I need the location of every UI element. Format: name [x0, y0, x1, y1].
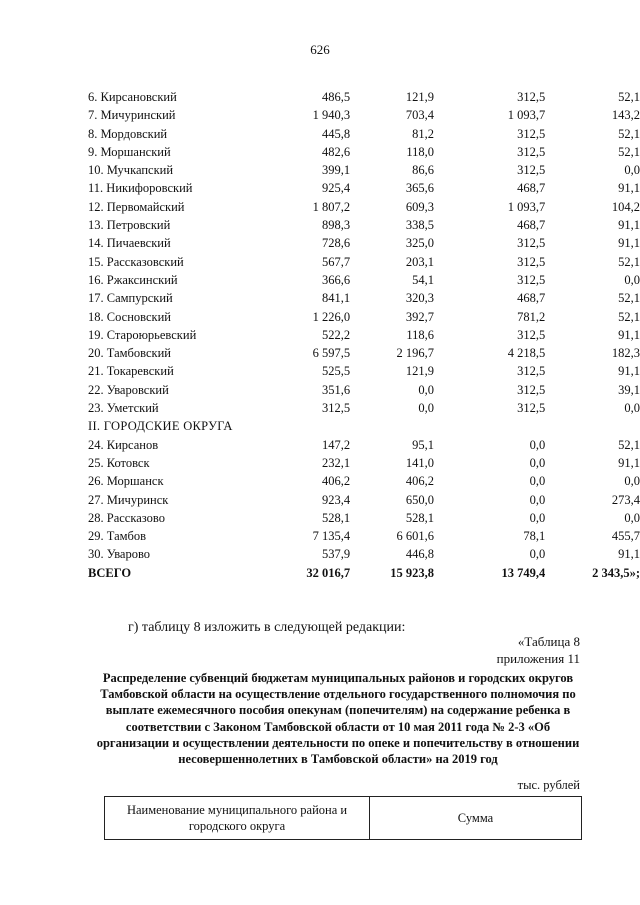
row-value-4: 52,1 — [618, 309, 640, 324]
row-value-4: 52,1 — [618, 144, 640, 159]
total-row — [88, 564, 640, 582]
row-name: 9. Моршанский — [88, 144, 171, 159]
row-value-3: 468,7 — [517, 291, 546, 306]
table-row — [88, 88, 640, 106]
row-value-4: 0,0 — [624, 163, 640, 178]
row-value-1: 399,1 — [321, 163, 351, 178]
row-name: 18. Сосновский — [88, 309, 171, 324]
row-value-3: 312,5 — [517, 126, 546, 141]
row-value-2: 0,0 — [418, 401, 434, 416]
row-value-4: 0,0 — [624, 272, 640, 287]
row-value-4: 0,0 — [624, 401, 640, 416]
row-value-1: 537,9 — [321, 547, 351, 562]
row-value-4: 0,0 — [624, 510, 640, 525]
row-value-1: 366,6 — [321, 272, 351, 287]
row-name: 30. Уварово — [88, 547, 151, 562]
row-name: 24. Кирсанов — [88, 437, 159, 452]
row-value-2: 703,4 — [405, 108, 434, 123]
row-value-3: 312,5 — [517, 163, 546, 178]
row-value-4: 91,1 — [618, 218, 640, 233]
row-name: 13. Петровский — [88, 218, 171, 233]
row-value-1: 567,7 — [321, 254, 351, 269]
row-name: 23. Уметский — [88, 401, 159, 416]
table-row — [88, 326, 640, 344]
row-name: 17. Сампурский — [88, 291, 173, 306]
table-row — [88, 198, 640, 216]
total-label: ВСЕГО — [88, 565, 132, 580]
row-value-3: 312,5 — [517, 90, 546, 104]
row-value-3: 312,5 — [517, 327, 546, 342]
header-row — [105, 797, 582, 840]
row-value-1: 841,1 — [321, 291, 351, 306]
row-value-1: 522,2 — [321, 327, 351, 342]
row-value-1: 406,2 — [321, 474, 351, 489]
row-value-1: 525,5 — [321, 364, 351, 379]
row-value-3: 312,5 — [517, 382, 546, 397]
table-reference — [460, 633, 580, 667]
row-name: 7. Мичуринский — [88, 108, 176, 123]
total-value-1: 32 016,7 — [306, 565, 351, 580]
row-value-2: 650,0 — [405, 492, 434, 507]
row-name: 12. Первомайский — [88, 199, 185, 214]
new-table-header — [104, 796, 582, 840]
row-value-2: 81,2 — [412, 126, 434, 141]
row-value-3: 781,2 — [517, 309, 546, 324]
row-value-1: 7 135,4 — [312, 529, 351, 544]
row-name: 16. Ржаксинский — [88, 272, 178, 287]
total-value-2: 15 923,8 — [390, 565, 434, 580]
row-value-3: 468,7 — [517, 181, 546, 196]
table-row — [88, 271, 640, 289]
row-value-2: 203,1 — [405, 254, 434, 269]
row-name: 20. Тамбовский — [88, 346, 171, 361]
row-value-2: 446,8 — [405, 547, 434, 562]
subvention-table — [88, 88, 640, 582]
row-value-4: 39,1 — [618, 382, 640, 397]
row-value-4: 91,1 — [618, 236, 640, 251]
row-value-1: 147,2 — [321, 437, 351, 452]
page-number: 626 — [310, 42, 330, 57]
header-cell-sum: Сумма — [370, 797, 582, 840]
table-row — [88, 545, 640, 563]
table-row — [88, 253, 640, 271]
row-value-1: 528,1 — [321, 510, 351, 525]
row-value-4: 52,1 — [618, 90, 640, 104]
row-value-3: 4 218,5 — [507, 346, 546, 361]
row-value-3: 0,0 — [529, 455, 546, 470]
row-value-1: 482,6 — [321, 144, 351, 159]
instruction-text: г) таблицу 8 изложить в следующей редакции: — [128, 620, 406, 635]
row-value-2: 141,0 — [405, 455, 434, 470]
table-reference-line-2: приложения 11 — [496, 651, 580, 666]
table-row — [88, 509, 640, 527]
table-row — [88, 527, 640, 545]
table-row — [88, 491, 640, 509]
row-value-1: 1 226,0 — [312, 309, 351, 324]
total-value-3: 13 749,4 — [501, 565, 546, 580]
table-row — [88, 179, 640, 197]
row-value-1: 728,6 — [321, 236, 351, 251]
row-name: 28. Рассказово — [88, 510, 165, 525]
row-value-3: 1 093,7 — [507, 108, 546, 123]
row-value-3: 468,7 — [517, 218, 546, 233]
row-value-4: 91,1 — [618, 181, 640, 196]
row-value-2: 320,3 — [405, 291, 434, 306]
row-value-4: 91,1 — [618, 364, 640, 379]
row-value-3: 0,0 — [529, 437, 546, 452]
row-value-4: 91,1 — [618, 327, 640, 342]
row-value-1: 351,6 — [321, 382, 351, 397]
row-value-4: 52,1 — [618, 437, 640, 452]
row-value-2: 528,1 — [405, 510, 434, 525]
row-value-2: 392,7 — [405, 309, 434, 324]
row-value-1: 923,4 — [321, 492, 351, 507]
row-value-2: 325,0 — [405, 236, 434, 251]
table-row — [88, 399, 640, 417]
row-value-4: 143,2 — [611, 108, 640, 123]
row-value-1: 925,4 — [321, 181, 351, 196]
row-name: 19. Староюрьевский — [88, 327, 197, 342]
document-heading: Распределение субвенций бюджетам муниципальных районов и городских округов Тамбовской области на осуществление отдельного государственного полномочия по выплате ежемесячного пособия опекунам (попечителям) на содержание ребенка в соответствии с Законом Тамбовской области от 10 мая 2011 года № 2-3 «Об организации и осуществлении деятельности по опеке и попечительству в отношении несовершеннолетних в Тамбовской области» на 2019 год — [96, 671, 580, 767]
table-row — [88, 362, 640, 380]
table-row — [88, 289, 640, 307]
row-value-3: 0,0 — [529, 510, 546, 525]
row-name: 25. Котовск — [88, 455, 150, 470]
row-value-4: 52,1 — [618, 291, 640, 306]
row-value-1: 1 807,2 — [312, 199, 351, 214]
row-value-3: 1 093,7 — [507, 199, 546, 214]
row-value-3: 312,5 — [517, 401, 546, 416]
row-value-1: 312,5 — [321, 401, 351, 416]
table-row — [88, 234, 640, 252]
row-value-2: 365,6 — [405, 181, 434, 196]
row-value-2: 54,1 — [412, 272, 434, 287]
table-row — [88, 143, 640, 161]
row-value-4: 52,1 — [618, 126, 640, 141]
row-name: 6. Кирсановский — [88, 90, 177, 104]
table-row — [88, 106, 640, 124]
row-value-1: 232,1 — [321, 455, 351, 470]
table-body — [88, 88, 640, 582]
row-name: 8. Мордовский — [88, 126, 168, 141]
table-row — [88, 125, 640, 143]
row-value-2: 95,1 — [412, 437, 434, 452]
row-value-1: 445,8 — [321, 126, 351, 141]
row-name: 22. Уваровский — [88, 382, 169, 397]
row-value-1: 1 940,3 — [312, 108, 351, 123]
table-row — [88, 381, 640, 399]
row-value-2: 86,6 — [412, 163, 434, 178]
table-row — [88, 216, 640, 234]
header-cell-name: Наименование муниципального района и городского округа — [105, 797, 370, 840]
row-value-4: 0,0 — [624, 474, 640, 489]
row-value-4: 91,1 — [618, 455, 640, 470]
row-value-2: 406,2 — [405, 474, 434, 489]
row-value-3: 78,1 — [523, 529, 546, 544]
row-value-2: 6 601,6 — [396, 529, 434, 544]
row-value-2: 118,6 — [406, 327, 434, 342]
row-value-1: 898,3 — [321, 218, 351, 233]
table-row — [88, 308, 640, 326]
row-value-2: 0,0 — [418, 382, 434, 397]
row-value-1: 486,5 — [321, 90, 351, 104]
row-value-3: 312,5 — [517, 236, 546, 251]
row-value-4: 104,2 — [611, 199, 640, 214]
row-value-2: 609,3 — [405, 199, 434, 214]
table-row — [88, 472, 640, 490]
section-row — [88, 417, 640, 435]
section-title: II. ГОРОДСКИЕ ОКРУГА — [88, 419, 233, 434]
row-name: 26. Моршанск — [88, 474, 164, 489]
table-row — [88, 344, 640, 362]
row-name: 27. Мичуринск — [88, 492, 169, 507]
row-value-3: 0,0 — [529, 474, 546, 489]
row-value-3: 312,5 — [517, 254, 546, 269]
row-name: 14. Пичаевский — [88, 236, 171, 251]
row-name: 21. Токаревский — [88, 364, 174, 379]
row-value-4: 273,4 — [611, 492, 640, 507]
total-value-4: 2 343,5»; — [592, 565, 640, 580]
row-value-2: 121,9 — [405, 90, 434, 104]
row-name: 15. Рассказовский — [88, 254, 184, 269]
row-name: 10. Мучкапский — [88, 163, 174, 178]
table-row — [88, 436, 640, 454]
row-name: 29. Тамбов — [88, 529, 147, 544]
table-reference-line-1: «Таблица 8 — [517, 634, 580, 649]
row-value-3: 312,5 — [517, 144, 546, 159]
row-value-3: 0,0 — [529, 492, 546, 507]
row-value-3: 0,0 — [529, 547, 546, 562]
row-value-4: 182,3 — [611, 346, 640, 361]
row-value-3: 312,5 — [517, 364, 546, 379]
row-value-4: 52,1 — [618, 254, 640, 269]
row-value-2: 121,9 — [405, 364, 434, 379]
row-value-4: 455,7 — [611, 529, 640, 544]
row-value-1: 6 597,5 — [312, 346, 351, 361]
row-value-2: 118,0 — [406, 144, 434, 159]
table-row — [88, 161, 640, 179]
table-row — [88, 454, 640, 472]
row-value-2: 338,5 — [405, 218, 434, 233]
row-value-4: 91,1 — [618, 547, 640, 562]
row-value-3: 312,5 — [517, 272, 546, 287]
row-name: 11. Никифоровский — [88, 181, 193, 196]
units-label: тыс. рублей — [517, 778, 580, 792]
row-value-2: 2 196,7 — [396, 346, 434, 361]
